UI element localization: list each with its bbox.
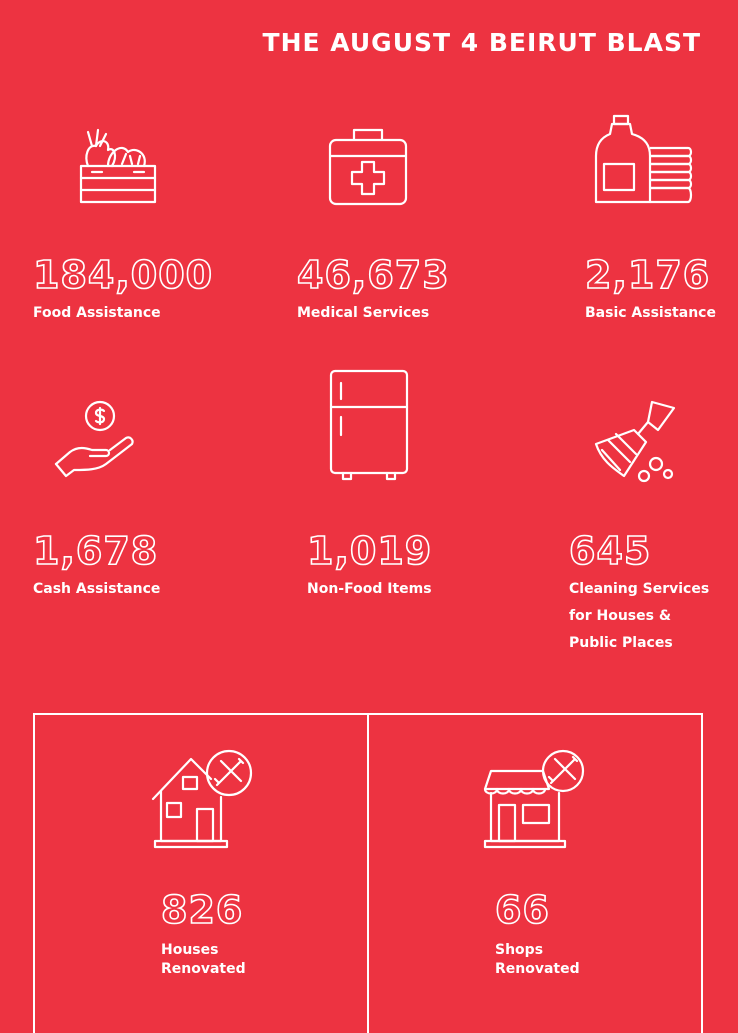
food-assistance-stat [33, 253, 214, 327]
first-aid-kit-icon [328, 126, 408, 206]
cleaning-services-stat [569, 529, 710, 657]
shops-renovated-stat [495, 888, 580, 979]
medical-services-stat [297, 253, 450, 327]
detergent-towels-icon [594, 112, 694, 208]
houses-renovated-stat [161, 888, 246, 979]
basic-assistance-stat [585, 253, 716, 327]
stat-label: Non-Food Items [307, 581, 432, 597]
stat-label: Cash Assistance [33, 581, 161, 597]
stat-value: 1,678 [33, 529, 159, 573]
stat-value: 2,176 [585, 253, 711, 297]
stat-label: Food Assistance [33, 305, 161, 321]
stat-value: 1,019 [307, 529, 433, 573]
stat-value: 184,000 [33, 253, 214, 297]
stat-value: 645 [569, 529, 652, 573]
shops-renovated-panel [367, 713, 703, 1033]
cash-assistance-stat [33, 529, 161, 603]
shop-repair-icon [483, 749, 589, 849]
stat-label: Houses Renovated [161, 942, 246, 977]
stat-label: Cleaning Services for Houses & Public Places [569, 581, 710, 651]
stat-label: Medical Services [297, 305, 430, 321]
broom-icon [594, 400, 678, 484]
vegetable-crate-icon [78, 126, 158, 206]
stat-value: 46,673 [297, 253, 450, 297]
stat-value: 66 [495, 888, 550, 932]
stat-value: 826 [161, 888, 244, 932]
houses-renovated-panel [33, 713, 369, 1033]
hand-coin-icon [52, 400, 136, 484]
refrigerator-icon [329, 369, 409, 481]
house-repair-icon [151, 749, 255, 849]
stat-label: Shops Renovated [495, 942, 580, 977]
page-title: THE AUGUST 4 BEIRUT BLAST [262, 28, 701, 57]
non-food-items-stat [307, 529, 433, 603]
stat-label: Basic Assistance [585, 305, 716, 321]
